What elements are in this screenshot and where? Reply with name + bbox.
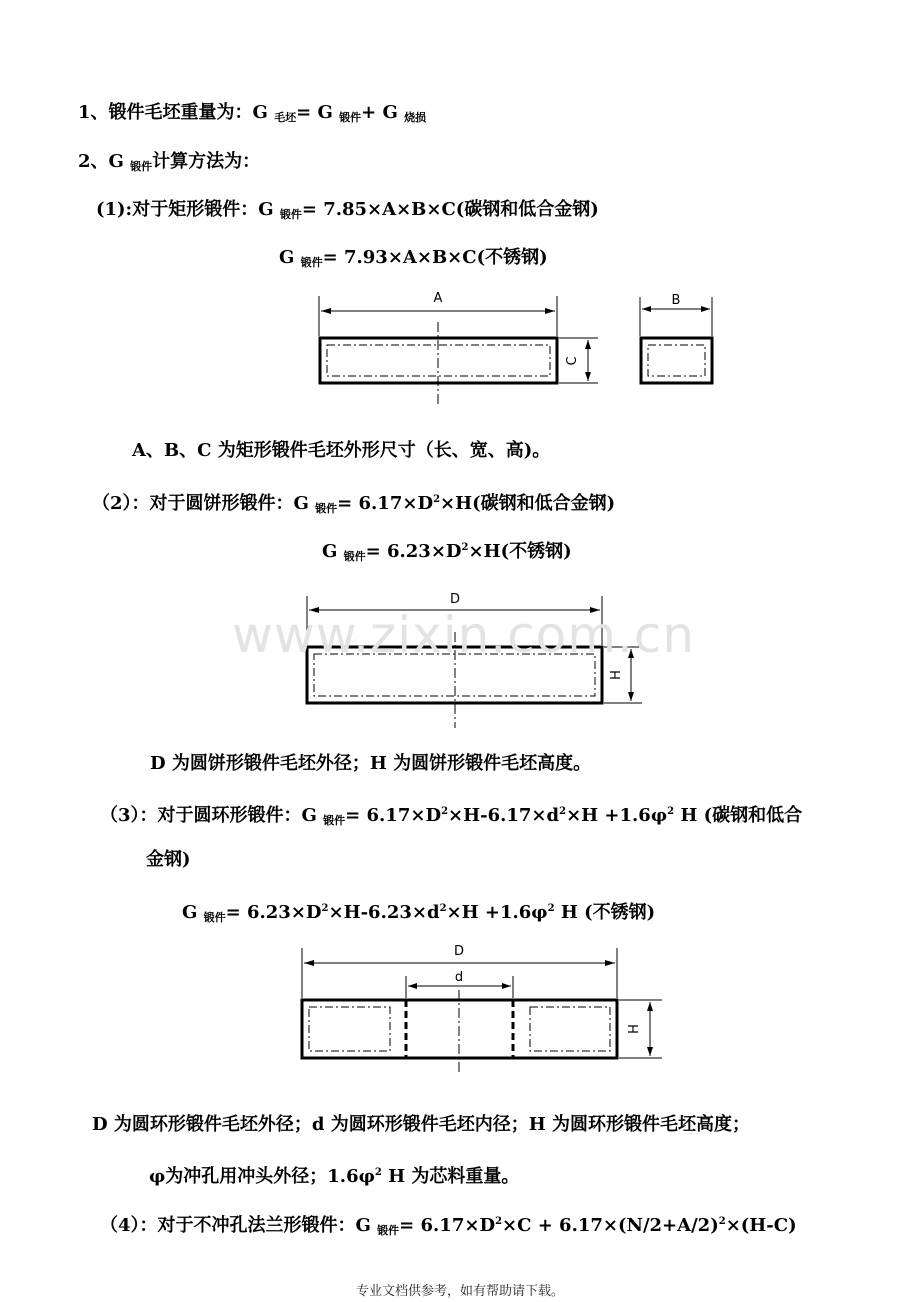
dim-label-a: A [433,291,443,306]
watermark: www.zixin.com.cn [232,606,696,664]
disc-formula-stainless: G $_{锻件}= 6.23\times D^2\times H$(不锈钢) [322,541,572,563]
ring-description-1: D 为圆环形锻件毛坯外径；d 为圆环形锻件毛坯内径；H 为圆环形锻件毛坯高度； [92,1114,750,1135]
calc-method-heading: 2、G $_{锻件}$计算方法为： [78,151,261,173]
ring-formula-carbon: （3）：对于圆环形锻件：G $_{锻件}= 6.17\times D^2\times H-6.17\times d^2\times H +1.6\varphi^2$ H (碳钢和低合 [100,805,803,827]
rect-side-view [640,293,712,383]
ring-formula-carbon-cont: 金钢) [146,849,191,870]
flange-formula: （4）：对于不冲孔法兰形锻件：G $_{锻件}= 6.17\times D^2\times C + 6.17\times(N/2+A/2)^2\times(H-C)$ [100,1215,797,1237]
dim-label-c: C [565,356,580,366]
rect-front-view [319,291,598,407]
dim-label-outer-d: D [453,944,465,959]
rect-formula-stainless: G $_{锻件}$= 7.93×A×B×C(不锈钢) [279,247,548,269]
dim-label-b: B [671,293,681,308]
page-footer: 专业文档供参考，如有帮助请下载。 [355,1284,564,1299]
dim-label-inner-d: d [454,970,464,985]
dim-label-h: H [609,670,624,680]
ring-description-2: φ为冲孔用冲头外径；$1.6\varphi^2$ H 为芯料重量。 [149,1166,520,1187]
rect-formula-carbon: (1):对于矩形锻件：G $_{锻件}$= 7.85×A×B×C(碳钢和低合金钢) [96,199,599,221]
dim-label-d: D [449,592,461,607]
rect-description: A、B、C 为矩形锻件毛坯外形尺寸（长、宽、高)。 [132,440,551,461]
disc-description: D 为圆饼形锻件毛坯外径；H 为圆饼形锻件毛坯高度。 [150,753,592,774]
ring-formula-stainless: G $_{锻件}= 6.23\times D^2\times H-6.23\times d^2\times H +1.6\varphi^2$ H (不锈钢) [182,902,656,924]
ring-forging-diagram [302,944,662,1073]
formula-blank-weight: 1、锻件毛坯重量为：G $_{毛坯}$= G $_{锻件}$+ G $_{烧损}$ [78,102,427,124]
disc-formula-carbon: （2）：对于圆饼形锻件：G $_{锻件}= 6.17\times D^2\times H$(碳钢和低合金钢) [92,493,616,515]
dim-label-ring-h: H [627,1024,642,1034]
